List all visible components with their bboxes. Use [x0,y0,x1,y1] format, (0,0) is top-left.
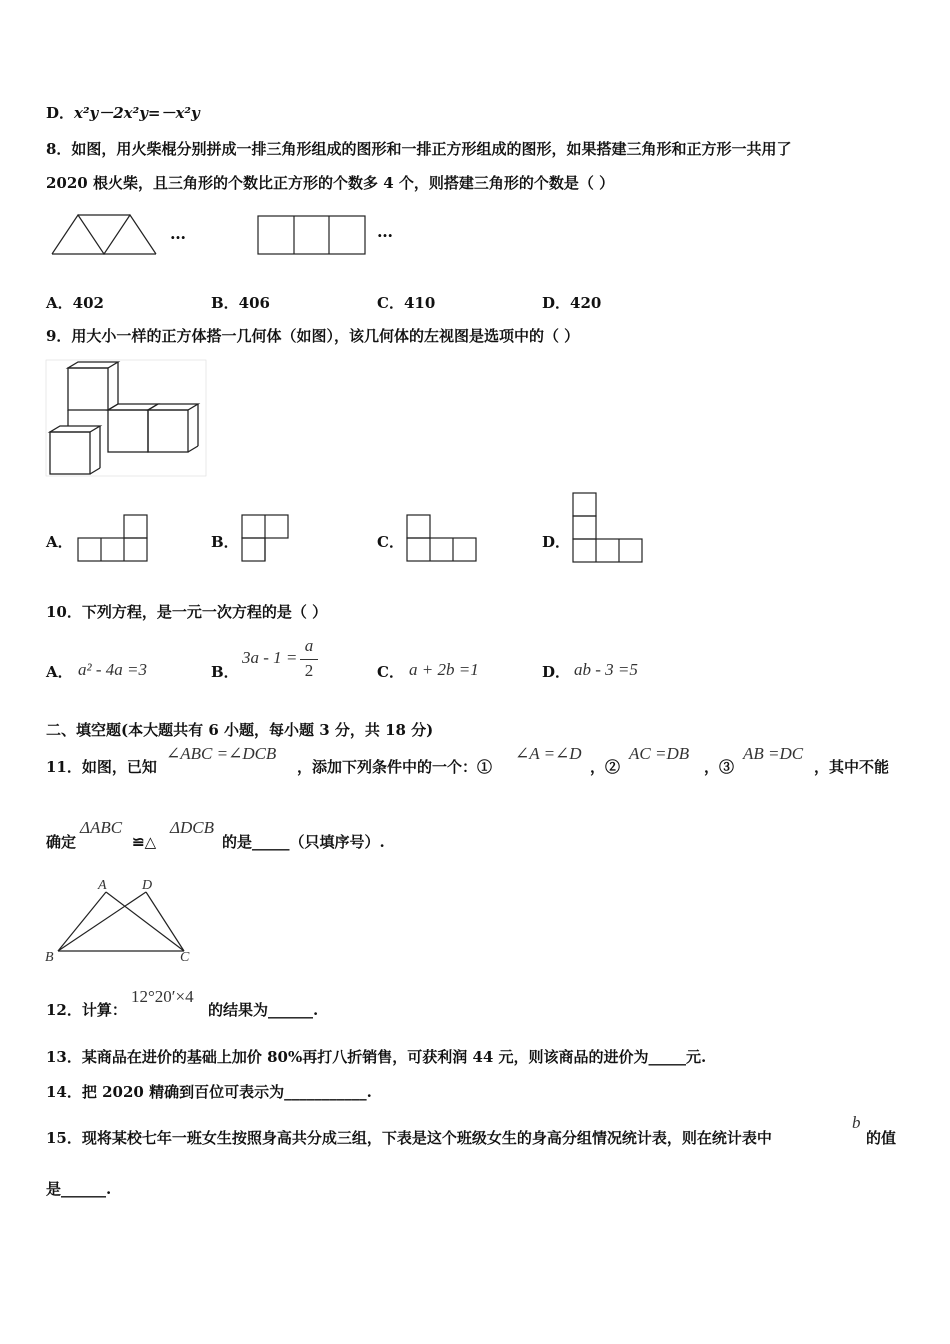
q9-stem: 9．用大小一样的正方体搭一几何体（如图），该几何体的左视图是选项中的（ ） [46,327,580,345]
q11-sep-1: ，② [590,758,621,776]
q9-option-d[interactable]: D． [542,533,571,551]
q8-option-c[interactable]: C．410 [377,294,436,312]
q8-square-figure [257,215,369,257]
q10-option-b-denominator: 2 [304,661,314,680]
q7-option-d-expr: x²y－2x²y=－x²y [74,104,200,122]
q8-option-a[interactable]: A．402 [46,294,104,312]
q10-option-d-expr: ab - 3 =5 [574,660,638,679]
q9-solid-figure [46,360,211,478]
q15-line1-tail: 的值 [866,1129,897,1147]
q11-label-b: B [45,950,54,965]
q10-option-c[interactable]: C． [377,663,404,681]
q11-congruent: ≌△ [132,833,157,851]
q8-option-d[interactable]: D．420 [542,294,602,312]
q11-given: ∠ABC =∠DCB [166,744,277,763]
q14-text: 14．把 2020 精确到百位可表示为___________. [46,1083,372,1101]
q13-text: 13．某商品在进价的基础上加价 80%再打八折销售，可获利润 44 元，则该商品的进价为_____元. [46,1048,707,1066]
q10-option-b-numerator: a [304,636,314,655]
q7-option-d-label: D． [46,104,75,122]
q11-lead: 11．如图，已知 [46,758,157,776]
q10-stem: 10．下列方程，是一元一次方程的是（ ） [46,603,328,621]
q10-option-b[interactable]: B． [211,663,239,681]
q8-triangle-figure [50,212,165,257]
q9-option-a-figure [78,514,153,564]
q9-option-b-figure [242,514,292,564]
q11-condition-2: AC =DB [629,744,690,763]
q8-option-b[interactable]: B．406 [211,294,270,312]
section-2-title: 二、填空题(本大题共有 6 小题，每小题 3 分，共 18 分) [46,721,434,739]
q11-triangle-abc: ΔABC [80,818,123,837]
q9-option-d-figure [573,492,648,564]
q11-triangle-dcb: ΔDCB [170,818,214,837]
q11-label-a: A [98,878,107,893]
q10-option-a-expr: a² - 4a =3 [78,660,147,679]
q8-stem-line2: 2020 根火柴，且三角形的个数比正方形的个数多 4 个，则搭建三角形的个数是（ ） [46,174,615,192]
q11-condition-1: ∠A =∠D [515,744,582,763]
q10-option-a[interactable]: A． [46,663,73,681]
q10-option-c-expr: a + 2b =1 [409,660,479,679]
q9-option-c-figure [407,514,482,564]
q9-option-b[interactable]: B． [211,533,239,551]
q11-line2-tail: 的是_____（只填序号）. [222,833,385,851]
q12-lead: 12．计算： [46,1001,127,1019]
q11-mid: ，添加下列条件中的一个：① [297,758,493,776]
q11-line2-lead: 确定 [46,833,77,851]
q10-option-d[interactable]: D． [542,663,571,681]
q11-sep-2: ，③ [704,758,735,776]
q15-line1: 15．现将某校七年一班女生按照身高共分成三组，下表是这个班级女生的身高分组情况统计表，则在统计表中 [46,1129,772,1147]
q15-var-b: b [852,1113,861,1132]
q7-option-d [46,103,200,123]
q10-option-b-fraction-bar [300,659,318,660]
q11-condition-3: AB =DC [743,744,804,763]
q12-expr: 12°20′×4 [131,987,194,1006]
q15-line2: 是______. [46,1180,112,1198]
q11-label-d: D [142,878,153,893]
q12-tail: 的结果为______. [208,1001,319,1019]
q8-stem-line1: 8．如图，用火柴棍分别拼成一排三角形组成的图形和一排正方形组成的图形，如果搭建三角形和正方形一共用了 [46,140,792,158]
q9-option-a[interactable]: A． [46,533,73,551]
q8-ellipsis-1: … [170,224,186,243]
q11-tail: ，其中不能 [814,758,890,776]
q9-option-c[interactable]: C． [377,533,404,551]
q10-option-b-expr: 3a - 1 = [242,648,298,667]
q8-ellipsis-2: … [377,222,393,241]
q11-label-c: C [180,950,190,965]
